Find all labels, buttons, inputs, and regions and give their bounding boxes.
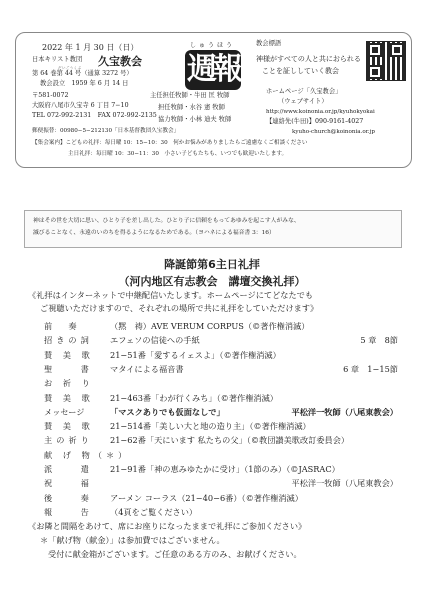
order-label: 主の祈り [44, 435, 93, 446]
pastor-1: 主任担任牧師・牛田 匡 牧師 [150, 92, 230, 99]
address: 大阪府八尾市久宝寺 6 丁目 7−10 [32, 102, 129, 109]
order-content: 21−62番「天にいます 私たちの父」（©教団讃美歌改訂委員会） [110, 435, 350, 446]
order-label: 後 奏 [44, 492, 93, 503]
order-row [44, 393, 278, 404]
order-content: 21−91番「神の恵みゆたかに受け」（1節のみ）（©JASRAC） [110, 464, 340, 474]
order-content: 21−514番「美しい大と地の造り主」（©著作権消滅） [110, 421, 311, 432]
order-content: アーメン コーラス（21−40−6番）（©著作権消滅） [110, 492, 303, 503]
order-row [44, 407, 225, 418]
internet-note-1: 《礼拝はインターネットで中継配信いたします。ホームページにてどなたでも [28, 290, 314, 300]
contact-phone: 【連絡先(牛田)】090-9161-4027 [266, 118, 364, 125]
order-label: 聖 書 [44, 363, 93, 374]
homepage-sub: （ウェブサイト） [278, 98, 328, 105]
postal-code: 〒581-0072 [32, 92, 69, 99]
motto-line-2: ことを証ししていく教会 [262, 67, 339, 75]
motto-label: 教会標語 [256, 40, 282, 47]
order-label: 報 告 [44, 506, 93, 517]
phone-fax: TEL 072-992-2131 FAX 072-992-2135 [32, 112, 157, 119]
homepage-url[interactable]: http://www.koinonia.or.jp/kyuhokyokai [266, 109, 375, 115]
order-row [44, 378, 110, 389]
offering-note-2: 受付に献金箱がございます。ご任意のある方のみ、お献げください。 [48, 549, 302, 559]
order-label: メッセージ [44, 406, 85, 417]
issue-date: 2022 年 1 月 30 日（日） [42, 43, 139, 52]
verse-line-1: 神はその世を大切に思い、ひとり子を差し出した。ひとり子に信頼をもってあゆみを起こす人がみな、 [33, 218, 300, 224]
order-right: 平松洋一牧師（八尾東教会） [291, 478, 398, 489]
qr-code-icon[interactable] [366, 41, 406, 81]
contact-email[interactable]: kyuho-church@koinonia.or.jp [292, 129, 375, 135]
church-association: 日本キリスト教団 [32, 56, 83, 63]
order-content: マタイによる福音書 [110, 363, 184, 374]
postal-transfer: 郵便振替：00980−5−212130「日本基督教団久宝教会」 [32, 128, 180, 134]
order-row [44, 335, 200, 346]
issue-ruby: だいごうくぶ [58, 66, 82, 70]
verse-line-2: 滅びることなく、永遠のいのちを得るようになるためである。（ヨハネによる福音書 3：16） [33, 230, 275, 236]
gathering-info-2: 主日礼拝：毎日曜 10：30−11：30 小さい子どもたちも、いつでも歓迎いたします。 [68, 151, 288, 157]
order-label: 祝 福 [44, 478, 93, 489]
order-label: お 祈 り [44, 378, 94, 389]
order-label: 招きの詞 [44, 335, 93, 346]
order-row [44, 435, 349, 446]
pastor-2: 担任牧師・水谷 憲 牧師 [158, 104, 225, 111]
issue-number: 第 64 巻第 44 号（通算 3272 号） [32, 70, 133, 77]
order-row [44, 350, 281, 361]
order-label: 賛 美 歌 [44, 349, 94, 360]
order-content: 21−463番「わが行くみち」（©著作権消滅） [110, 392, 278, 403]
order-row [44, 507, 197, 518]
motto-line-1: 神様がすべての人と共におられる [256, 55, 361, 63]
order-content: （黙 祷）AVE VERUM CORPUS（©著作権消滅） [110, 321, 310, 331]
bible-verse-box [24, 210, 402, 248]
seating-note: 《お隣と間隔をあけて、席にお座りになったままで礼拝にご参加ください》 [28, 521, 307, 531]
gathering-info-1: 【集会案内】こどもの礼拝：毎日曜 10：15−10：30 何かお悩みがありましたらご遠慮なくご相談ください [32, 140, 308, 146]
order-label: 賛 美 歌 [44, 392, 94, 403]
order-row [44, 464, 340, 475]
logo-ruby: しゅうほう [190, 42, 236, 49]
internet-note-2: ご視聴いただけますので、それぞれの場所で共に礼拝をしていただけます》 [40, 303, 319, 313]
order-right: 6 章 1−15節 [343, 363, 398, 374]
order-content: 「マスクありでも仮面なしで」 [110, 406, 225, 417]
order-content: エフェソの信徒への手紙 [110, 335, 200, 346]
order-right: 平松洋一牧師（八尾東教会） [291, 406, 398, 417]
pastor-3: 協力牧師・小林 迪夫 牧師 [158, 116, 232, 123]
service-subtitle: （河内地区有志教会 講壇交換礼拝） [118, 275, 306, 288]
order-row [44, 321, 309, 332]
order-label: 派 遣 [44, 464, 93, 474]
offering-note: ＊「献げ物（献金）」は参加費ではございません。 [40, 535, 225, 545]
order-row [44, 364, 184, 375]
homepage-label: ホームページ「久宝教会」 [266, 88, 342, 95]
shuho-logo: 週報 [185, 50, 241, 90]
order-label: 前 奏 [44, 321, 81, 331]
order-row [44, 421, 311, 432]
order-row [44, 449, 131, 461]
order-right: 5 章 8節 [360, 335, 398, 346]
service-title: 降誕節第6主日礼拝 [164, 258, 260, 271]
order-row [44, 493, 303, 504]
order-label: 賛 美 歌 [44, 421, 94, 432]
order-content: 21−51番「愛するイェスよ」（©著作権消滅） [110, 349, 281, 360]
founded-date: 教会設立 1959 年 6 月 14 日 [40, 80, 129, 87]
church-name: 久宝教会 [98, 55, 142, 68]
order-label: 献 げ 物（＊） [44, 449, 131, 460]
order-content: （4頁をご覧ください） [110, 506, 198, 517]
order-row [44, 478, 110, 489]
